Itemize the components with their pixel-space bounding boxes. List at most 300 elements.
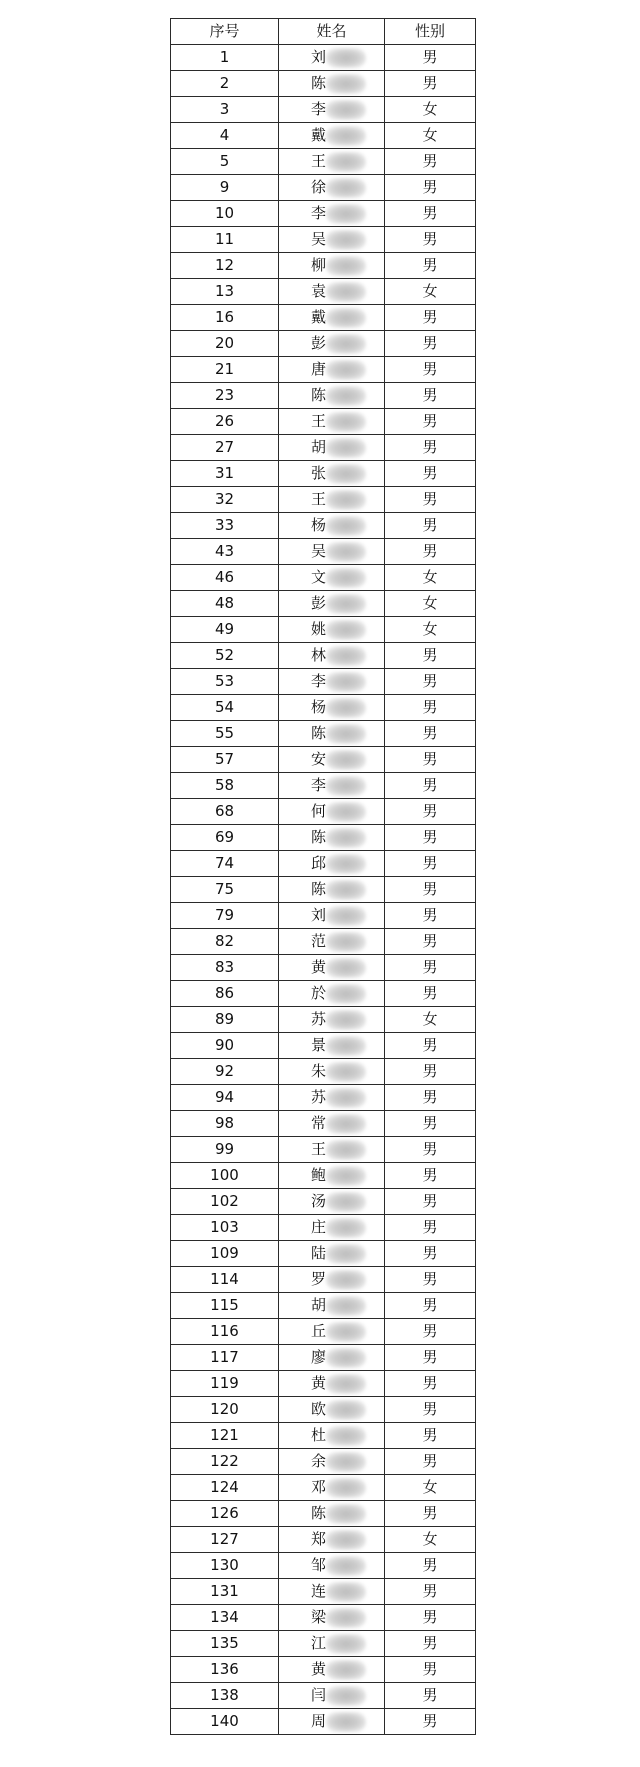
- table-row: [171, 669, 476, 695]
- redaction-blur: [326, 1244, 366, 1264]
- name-wrapper: [297, 1059, 366, 1084]
- surname-text: 柳: [310, 256, 326, 274]
- name-wrapper: [297, 305, 366, 330]
- name-cell: [279, 981, 385, 1007]
- surname-text: 陈: [310, 724, 326, 742]
- name-wrapper: [297, 1345, 366, 1370]
- table-row: [171, 721, 476, 747]
- name-cell: [279, 1683, 385, 1709]
- redaction-blur: [326, 1348, 366, 1368]
- surname-text: 杨: [310, 516, 326, 534]
- surname-text: 戴: [310, 126, 326, 144]
- table-row: [171, 149, 476, 175]
- surname-text: 刘: [310, 906, 326, 924]
- sex-cell: 男: [385, 799, 476, 825]
- name-cell: [279, 825, 385, 851]
- table-row: [171, 331, 476, 357]
- redaction-blur: [326, 1218, 366, 1238]
- sex-cell: 女: [385, 1475, 476, 1501]
- redaction-blur: [326, 1426, 366, 1446]
- sex-cell: 男: [385, 695, 476, 721]
- table-row: [171, 253, 476, 279]
- table-row: [171, 929, 476, 955]
- sex-cell: 男: [385, 1345, 476, 1371]
- surname-text: 李: [310, 204, 326, 222]
- serial-number-cell: 79: [171, 903, 279, 929]
- header-serial-number: 序号: [171, 19, 279, 45]
- name-cell: [279, 1215, 385, 1241]
- name-cell: [279, 617, 385, 643]
- name-cell: [279, 851, 385, 877]
- name-cell: [279, 565, 385, 591]
- table-row: [171, 201, 476, 227]
- sex-cell: 女: [385, 279, 476, 305]
- name-wrapper: [297, 643, 366, 668]
- serial-number-cell: 12: [171, 253, 279, 279]
- name-wrapper: [297, 1449, 366, 1474]
- surname-text: 彭: [310, 594, 326, 612]
- serial-number-cell: 49: [171, 617, 279, 643]
- table-row: [171, 435, 476, 461]
- name-cell: [279, 773, 385, 799]
- surname-text: 廖: [310, 1348, 326, 1366]
- serial-number-cell: 131: [171, 1579, 279, 1605]
- surname-text: 於: [310, 984, 326, 1002]
- table-row: [171, 877, 476, 903]
- redaction-blur: [326, 100, 366, 120]
- redaction-blur: [326, 542, 366, 562]
- table-row: [171, 1397, 476, 1423]
- sex-cell: 男: [385, 1397, 476, 1423]
- sex-cell: 男: [385, 513, 476, 539]
- name-wrapper: [297, 71, 366, 96]
- name-wrapper: [297, 1293, 366, 1318]
- serial-number-cell: 82: [171, 929, 279, 955]
- table-row: [171, 825, 476, 851]
- sex-cell: 男: [385, 383, 476, 409]
- table-row: [171, 1111, 476, 1137]
- name-cell: [279, 799, 385, 825]
- serial-number-cell: 53: [171, 669, 279, 695]
- surname-text: 丘: [310, 1322, 326, 1340]
- surname-text: 胡: [310, 438, 326, 456]
- serial-number-cell: 54: [171, 695, 279, 721]
- name-cell: [279, 955, 385, 981]
- table-row: [171, 903, 476, 929]
- roster-body: [171, 45, 476, 1735]
- roster-header: [171, 19, 476, 45]
- redaction-blur: [326, 334, 366, 354]
- name-wrapper: [297, 851, 366, 876]
- serial-number-cell: 121: [171, 1423, 279, 1449]
- table-row: [171, 1189, 476, 1215]
- table-row: [171, 71, 476, 97]
- redaction-blur: [326, 282, 366, 302]
- sex-cell: 男: [385, 45, 476, 71]
- serial-number-cell: 115: [171, 1293, 279, 1319]
- name-wrapper: [297, 1605, 366, 1630]
- serial-number-cell: 46: [171, 565, 279, 591]
- name-wrapper: [297, 201, 366, 226]
- name-wrapper: [297, 1137, 366, 1162]
- name-cell: [279, 695, 385, 721]
- serial-number-cell: 2: [171, 71, 279, 97]
- sex-cell: 男: [385, 149, 476, 175]
- redaction-blur: [326, 984, 366, 1004]
- name-cell: [279, 747, 385, 773]
- surname-text: 邹: [310, 1556, 326, 1574]
- serial-number-cell: 89: [171, 1007, 279, 1033]
- surname-text: 唐: [310, 360, 326, 378]
- name-cell: [279, 175, 385, 201]
- redaction-blur: [326, 1322, 366, 1342]
- name-cell: [279, 331, 385, 357]
- redaction-blur: [326, 958, 366, 978]
- surname-text: 闫: [310, 1686, 326, 1704]
- table-row: [171, 1085, 476, 1111]
- redaction-blur: [326, 1166, 366, 1186]
- redaction-blur: [326, 256, 366, 276]
- name-wrapper: [297, 409, 366, 434]
- redaction-blur: [326, 620, 366, 640]
- serial-number-cell: 55: [171, 721, 279, 747]
- surname-text: 黄: [310, 1660, 326, 1678]
- table-row: [171, 565, 476, 591]
- serial-number-cell: 4: [171, 123, 279, 149]
- sex-cell: 女: [385, 1007, 476, 1033]
- name-wrapper: [297, 357, 366, 382]
- name-wrapper: [297, 929, 366, 954]
- surname-text: 庄: [310, 1218, 326, 1236]
- serial-number-cell: 138: [171, 1683, 279, 1709]
- name-cell: [279, 1501, 385, 1527]
- table-row: [171, 1007, 476, 1033]
- sex-cell: 女: [385, 1527, 476, 1553]
- sex-cell: 男: [385, 747, 476, 773]
- redaction-blur: [326, 1296, 366, 1316]
- serial-number-cell: 94: [171, 1085, 279, 1111]
- serial-number-cell: 75: [171, 877, 279, 903]
- serial-number-cell: 3: [171, 97, 279, 123]
- redaction-blur: [326, 672, 366, 692]
- name-wrapper: [297, 97, 366, 122]
- sex-cell: 男: [385, 227, 476, 253]
- serial-number-cell: 16: [171, 305, 279, 331]
- sex-cell: 男: [385, 409, 476, 435]
- table-row: [171, 1137, 476, 1163]
- name-wrapper: [297, 513, 366, 538]
- redaction-blur: [326, 204, 366, 224]
- serial-number-cell: 9: [171, 175, 279, 201]
- sex-cell: 女: [385, 617, 476, 643]
- redaction-blur: [326, 412, 366, 432]
- name-wrapper: [297, 825, 366, 850]
- surname-text: 徐: [310, 178, 326, 196]
- sex-cell: 女: [385, 97, 476, 123]
- serial-number-cell: 114: [171, 1267, 279, 1293]
- serial-number-cell: 74: [171, 851, 279, 877]
- surname-text: 罗: [310, 1270, 326, 1288]
- sex-cell: 男: [385, 1189, 476, 1215]
- redaction-blur: [326, 1712, 366, 1732]
- sex-cell: 男: [385, 1631, 476, 1657]
- serial-number-cell: 26: [171, 409, 279, 435]
- serial-number-cell: 134: [171, 1605, 279, 1631]
- serial-number-cell: 58: [171, 773, 279, 799]
- sex-cell: 男: [385, 903, 476, 929]
- name-cell: [279, 1423, 385, 1449]
- redaction-blur: [326, 74, 366, 94]
- redaction-blur: [326, 1686, 366, 1706]
- surname-text: 陈: [310, 880, 326, 898]
- redaction-blur: [326, 1140, 366, 1160]
- sex-cell: 男: [385, 175, 476, 201]
- serial-number-cell: 103: [171, 1215, 279, 1241]
- surname-text: 李: [310, 100, 326, 118]
- surname-text: 范: [310, 932, 326, 950]
- name-cell: [279, 1319, 385, 1345]
- table-row: [171, 409, 476, 435]
- serial-number-cell: 5: [171, 149, 279, 175]
- name-wrapper: [297, 279, 366, 304]
- surname-text: 陆: [310, 1244, 326, 1262]
- redaction-blur: [326, 750, 366, 770]
- redaction-blur: [326, 932, 366, 952]
- redaction-blur: [326, 1608, 366, 1628]
- serial-number-cell: 130: [171, 1553, 279, 1579]
- redaction-blur: [326, 880, 366, 900]
- redaction-blur: [326, 1010, 366, 1030]
- surname-text: 吴: [310, 230, 326, 248]
- name-wrapper: [297, 149, 366, 174]
- name-wrapper: [297, 331, 366, 356]
- serial-number-cell: 69: [171, 825, 279, 851]
- serial-number-cell: 31: [171, 461, 279, 487]
- surname-text: 江: [310, 1634, 326, 1652]
- name-wrapper: [297, 1371, 366, 1396]
- table-row: [171, 513, 476, 539]
- name-wrapper: [297, 955, 366, 980]
- name-wrapper: [297, 1631, 366, 1656]
- name-cell: [279, 1527, 385, 1553]
- serial-number-cell: 98: [171, 1111, 279, 1137]
- table-row: [171, 1527, 476, 1553]
- redaction-blur: [326, 386, 366, 406]
- redaction-blur: [326, 1556, 366, 1576]
- surname-text: 戴: [310, 308, 326, 326]
- name-wrapper: [297, 799, 366, 824]
- table-row: [171, 1657, 476, 1683]
- redaction-blur: [326, 490, 366, 510]
- name-cell: [279, 643, 385, 669]
- surname-text: 杨: [310, 698, 326, 716]
- surname-text: 袁: [310, 282, 326, 300]
- sex-cell: 男: [385, 825, 476, 851]
- redaction-blur: [326, 1504, 366, 1524]
- surname-text: 何: [310, 802, 326, 820]
- surname-text: 王: [310, 490, 326, 508]
- sex-cell: 男: [385, 1293, 476, 1319]
- roster-table: [170, 18, 476, 1735]
- table-row: [171, 851, 476, 877]
- name-cell: [279, 487, 385, 513]
- table-row: [171, 799, 476, 825]
- sex-cell: 男: [385, 1579, 476, 1605]
- sex-cell: 男: [385, 487, 476, 513]
- redaction-blur: [326, 1062, 366, 1082]
- redaction-blur: [326, 464, 366, 484]
- serial-number-cell: 86: [171, 981, 279, 1007]
- name-wrapper: [297, 1501, 366, 1526]
- redaction-blur: [326, 854, 366, 874]
- name-wrapper: [297, 747, 366, 772]
- sex-cell: 男: [385, 1137, 476, 1163]
- table-row: [171, 1267, 476, 1293]
- serial-number-cell: 23: [171, 383, 279, 409]
- redaction-blur: [326, 646, 366, 666]
- name-cell: [279, 1007, 385, 1033]
- serial-number-cell: 102: [171, 1189, 279, 1215]
- name-cell: [279, 409, 385, 435]
- serial-number-cell: 43: [171, 539, 279, 565]
- name-wrapper: [297, 1215, 366, 1240]
- surname-text: 邱: [310, 854, 326, 872]
- sex-cell: 男: [385, 1657, 476, 1683]
- sex-cell: 男: [385, 669, 476, 695]
- surname-text: 邓: [310, 1478, 326, 1496]
- surname-text: 王: [310, 152, 326, 170]
- name-cell: [279, 1475, 385, 1501]
- table-row: [171, 1371, 476, 1397]
- name-wrapper: [297, 1397, 366, 1422]
- redaction-blur: [326, 126, 366, 146]
- redaction-blur: [326, 1374, 366, 1394]
- surname-text: 王: [310, 412, 326, 430]
- sex-cell: 男: [385, 1423, 476, 1449]
- name-cell: [279, 45, 385, 71]
- redaction-blur: [326, 1114, 366, 1134]
- redaction-blur: [326, 178, 366, 198]
- name-wrapper: [297, 1709, 366, 1734]
- name-cell: [279, 1267, 385, 1293]
- table-row: [171, 461, 476, 487]
- name-wrapper: [297, 1111, 366, 1136]
- name-wrapper: [297, 461, 366, 486]
- header-sex: 性别: [385, 19, 476, 45]
- table-row: [171, 617, 476, 643]
- name-wrapper: [297, 1085, 366, 1110]
- table-row: [171, 695, 476, 721]
- name-cell: [279, 1085, 385, 1111]
- redaction-blur: [326, 698, 366, 718]
- table-row: [171, 1059, 476, 1085]
- table-row: [171, 45, 476, 71]
- surname-text: 常: [310, 1114, 326, 1132]
- table-row: [171, 383, 476, 409]
- name-cell: [279, 1657, 385, 1683]
- surname-text: 黄: [310, 958, 326, 976]
- name-cell: [279, 1293, 385, 1319]
- name-cell: [279, 71, 385, 97]
- serial-number-cell: 11: [171, 227, 279, 253]
- table-row: [171, 357, 476, 383]
- surname-text: 陈: [310, 1504, 326, 1522]
- table-row: [171, 279, 476, 305]
- name-wrapper: [297, 721, 366, 746]
- serial-number-cell: 1: [171, 45, 279, 71]
- sex-cell: 男: [385, 955, 476, 981]
- name-cell: [279, 1371, 385, 1397]
- sex-cell: 男: [385, 1319, 476, 1345]
- sex-cell: 女: [385, 565, 476, 591]
- name-wrapper: [297, 877, 366, 902]
- name-cell: [279, 1449, 385, 1475]
- sex-cell: 男: [385, 201, 476, 227]
- surname-text: 郑: [310, 1530, 326, 1548]
- name-cell: [279, 1605, 385, 1631]
- surname-text: 吴: [310, 542, 326, 560]
- table-row: [171, 1319, 476, 1345]
- sex-cell: 男: [385, 539, 476, 565]
- name-wrapper: [297, 1319, 366, 1344]
- sex-cell: 男: [385, 305, 476, 331]
- name-cell: [279, 1397, 385, 1423]
- serial-number-cell: 109: [171, 1241, 279, 1267]
- sex-cell: 男: [385, 1605, 476, 1631]
- surname-text: 陈: [310, 74, 326, 92]
- table-row: [171, 1033, 476, 1059]
- sex-cell: 男: [385, 1371, 476, 1397]
- serial-number-cell: 116: [171, 1319, 279, 1345]
- serial-number-cell: 52: [171, 643, 279, 669]
- table-row: [171, 1631, 476, 1657]
- name-wrapper: [297, 1683, 366, 1708]
- name-wrapper: [297, 1189, 366, 1214]
- name-wrapper: [297, 487, 366, 512]
- sex-cell: 男: [385, 1033, 476, 1059]
- redaction-blur: [326, 1530, 366, 1550]
- name-wrapper: [297, 1163, 366, 1188]
- surname-text: 胡: [310, 1296, 326, 1314]
- table-row: [171, 97, 476, 123]
- redaction-blur: [326, 516, 366, 536]
- surname-text: 梁: [310, 1608, 326, 1626]
- serial-number-cell: 83: [171, 955, 279, 981]
- sex-cell: 男: [385, 1501, 476, 1527]
- sex-cell: 男: [385, 1709, 476, 1735]
- name-wrapper: [297, 981, 366, 1006]
- name-wrapper: [297, 617, 366, 642]
- sex-cell: 男: [385, 981, 476, 1007]
- name-cell: [279, 227, 385, 253]
- table-row: [171, 981, 476, 1007]
- name-cell: [279, 357, 385, 383]
- sex-cell: 男: [385, 1449, 476, 1475]
- table-row: [171, 1605, 476, 1631]
- redaction-blur: [326, 1036, 366, 1056]
- sex-cell: 男: [385, 1553, 476, 1579]
- name-cell: [279, 1579, 385, 1605]
- serial-number-cell: 68: [171, 799, 279, 825]
- surname-text: 鲍: [310, 1166, 326, 1184]
- table-row: [171, 955, 476, 981]
- name-cell: [279, 1241, 385, 1267]
- redaction-blur: [326, 802, 366, 822]
- surname-text: 姚: [310, 620, 326, 638]
- name-cell: [279, 539, 385, 565]
- surname-text: 黄: [310, 1374, 326, 1392]
- table-row: [171, 1683, 476, 1709]
